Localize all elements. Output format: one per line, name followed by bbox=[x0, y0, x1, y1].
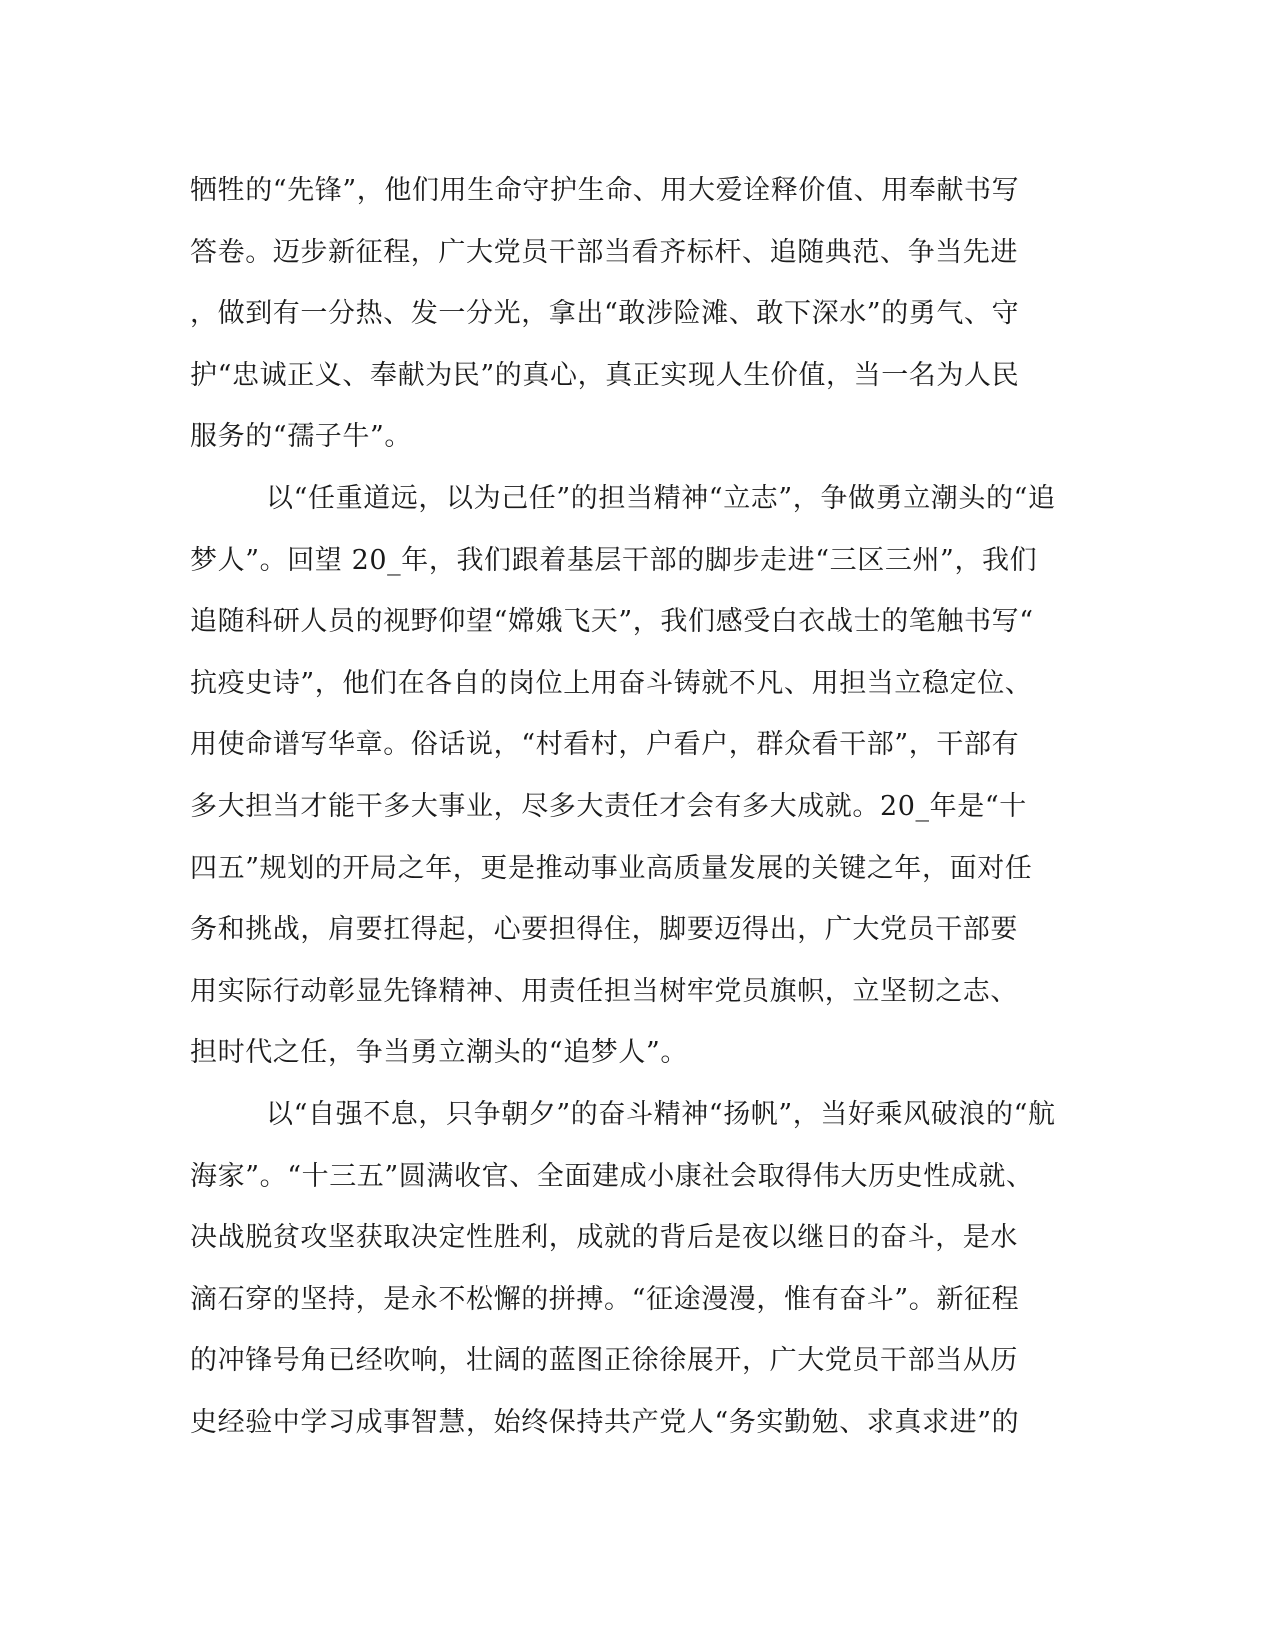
text-line: 的冲锋号角已经吹响，壮阔的蓝图正徐徐展开，广大党员干部当从历 bbox=[190, 1345, 1018, 1377]
text-line: 史经验中学习成事智慧，始终保持共产党人“务实勤勉、求真求进”的 bbox=[190, 1406, 1020, 1438]
paragraph-1 bbox=[190, 160, 1090, 468]
text-line: 滴石穿的坚持，是永不松懈的拼搏。“征途漫漫，惟有奋斗”。新征程 bbox=[190, 1283, 1020, 1315]
text-line: 海家”。“十三五”圆满收官、全面建成小康社会取得伟大历史性成就、 bbox=[190, 1160, 1034, 1192]
text-line: 抗疫史诗”，他们在各自的岗位上用奋斗铸就不凡、用担当立稳定位、 bbox=[190, 667, 1033, 699]
text-line: 服务的“孺子牛”。 bbox=[190, 421, 413, 453]
text-line: 追随科研人员的视野仰望“嫦娥飞天”，我们感受白衣战士的笔触书写“ bbox=[190, 606, 1034, 638]
body-text bbox=[190, 160, 1090, 1453]
paragraph-2 bbox=[190, 468, 1090, 1084]
text-line: 护“忠诚正义、奉献为民”的真心，真正实现人生价值，当一名为人民 bbox=[190, 359, 1020, 391]
text-line: 以“自强不息，只争朝夕”的奋斗精神“扬帆”，当好乘风破浪的“航 bbox=[266, 1098, 1056, 1130]
text-line: 牺牲的“先锋”，他们用生命守护生命、用大爱诠释价值、用奉献书写 bbox=[190, 175, 1020, 206]
text-line: ，做到有一分热、发一分光，拿出“敢涉险滩、敢下深水”的勇气、守 bbox=[190, 298, 1020, 330]
text-line: 以“任重道远，以为己任”的担当精神“立志”，争做勇立潮头的“追 bbox=[266, 482, 1056, 514]
text-line: 用使命谱写华章。俗话说，“村看村，户看户，群众看干部”，干部有 bbox=[190, 729, 1020, 761]
text-line: 用实际行动彰显先锋精神、用责任担当树牢党员旗帜，立坚韧之志、 bbox=[190, 975, 1018, 1007]
text-line: 多大担当才能干多大事业，尽多大责任才会有多大成就。20_年是“十 bbox=[190, 790, 1027, 822]
text-line: 四五”规划的开局之年，更是推动事业高质量发展的关键之年，面对任 bbox=[190, 852, 1033, 884]
paragraph-3 bbox=[190, 1084, 1090, 1454]
text-line: 务和挑战，肩要扛得起，心要担得住，脚要迈得出，广大党员干部要 bbox=[190, 914, 1018, 946]
text-line: 决战脱贫攻坚获取决定性胜利，成就的背后是夜以继日的奋斗，是水 bbox=[190, 1222, 1018, 1254]
text-line: 担时代之任，争当勇立潮头的“追梦人”。 bbox=[190, 1037, 689, 1069]
text-line: 答卷。迈步新征程，广大党员干部当看齐标杆、追随典范、争当先进 bbox=[190, 236, 1018, 268]
text-line: 梦人”。回望 20_年，我们跟着基层干部的脚步走进“三区三州”，我们 bbox=[190, 544, 1038, 576]
